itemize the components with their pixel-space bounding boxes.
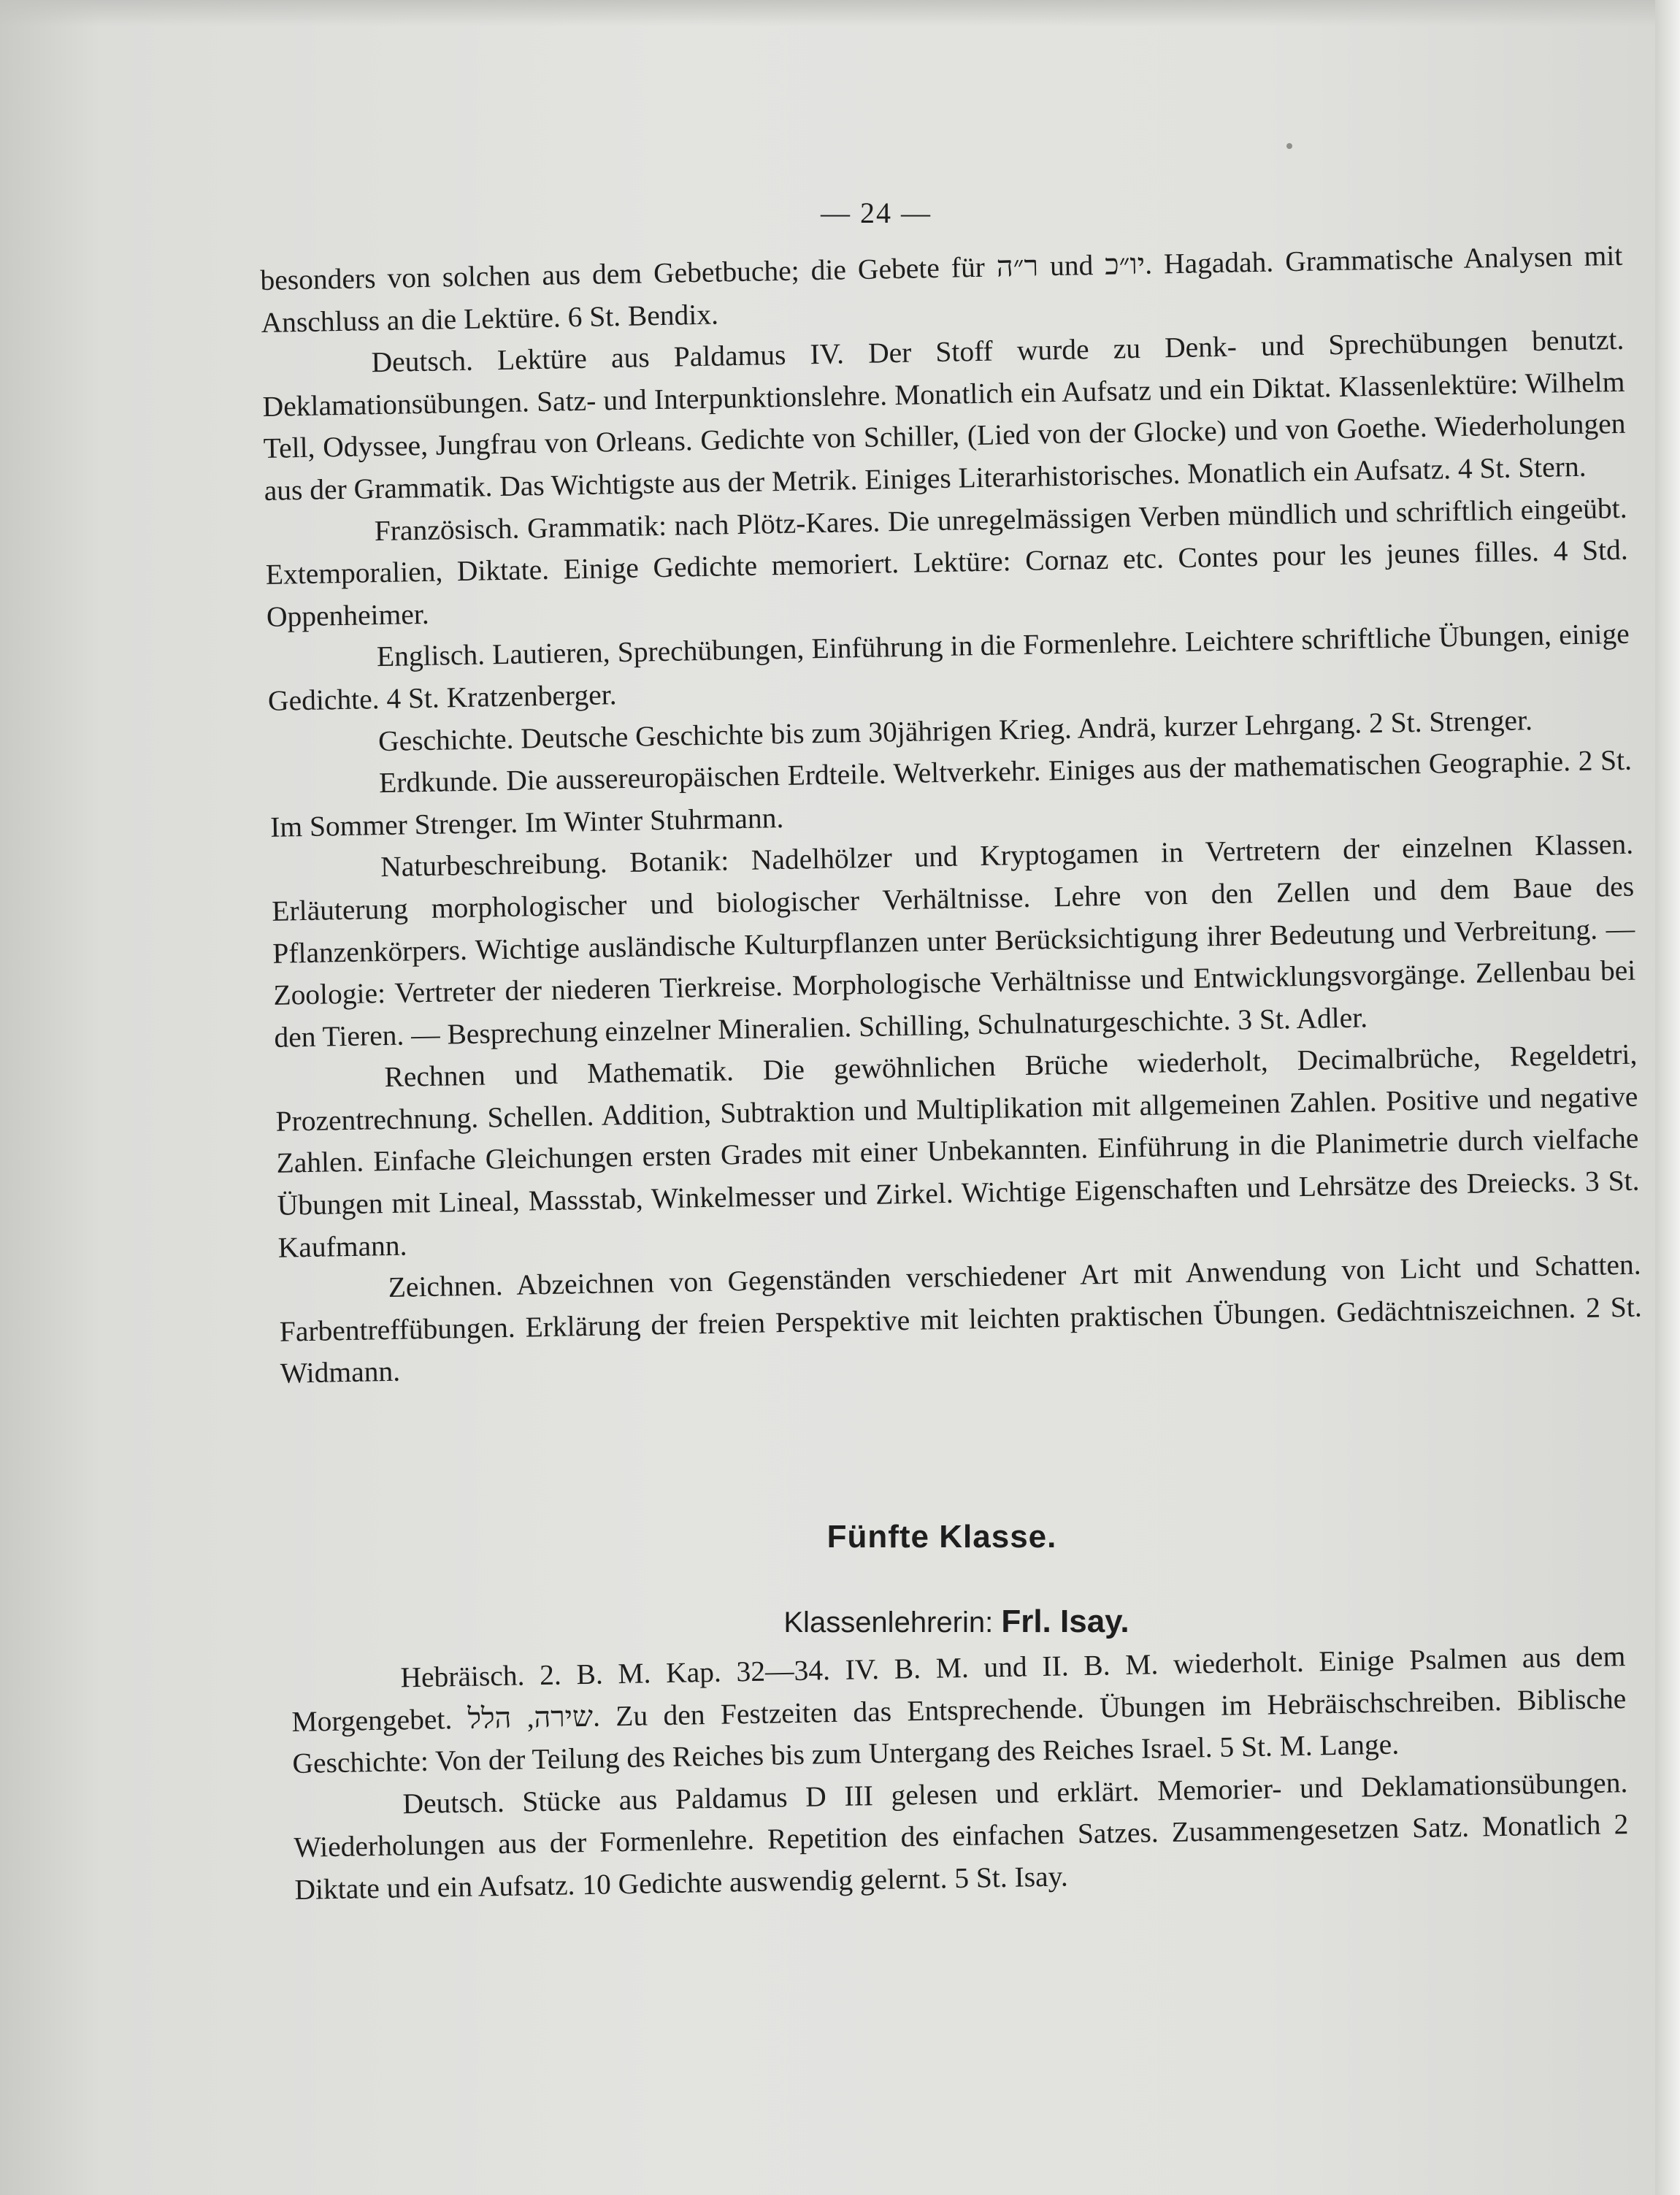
scan-speck — [1286, 143, 1292, 149]
curriculum-text — [260, 235, 1643, 1395]
paragraph-naturbeschreibung: Naturbeschreibung. Botanik: Nadelhölzer und Kryptogamen in Vertretern der einzelnen Klassen. Erläuterung morphologischer und biologischer Verhältnisse. Lehre von den Zellen und dem Baue des Pflanzenkörpers. Wichtige ausländische Kulturpflanzen unter Berücksichtigung ihrer Bedeutung und Verbreitung. — Zoologie: Vertreter der niederen Tierkreise. Morphologische Verhältnisse und Entwicklungsvorgänge. Zellenbau bei den Tieren. — Besprechung einzelner Mineralien. Schilling, Schulnaturgeschichte. 3 St. Adler. — [271, 827, 1636, 1054]
paragraph-deutsch: Deutsch. Lektüre aus Paldamus IV. Der Stoff wurde zu Denk- und Sprechübungen benutzt. Deklamationsübungen. Satz- und Interpunktionslehre. Monatlich ein Aufsatz und ein Diktat. Klassenlektüre: Wilhelm Tell, Odyssee, Jungfrau von Orleans. Gedichte von Schiller, (Lied von der Glocke) und von Goethe. Wiederholungen aus der Grammatik. Das Wichtigste aus der Metrik. Einiges Literarhistorisches. Monatlich ein Aufsatz. 4 St. Stern. — [262, 323, 1626, 507]
paragraph-rechnen-mathematik: Rechnen und Mathematik. Die gewöhnlichen Brüche wiederholt, Decimalbrüche, Regeldetri, Prozentrechnung. Schellen. Addition, Subtraktion und Multiplikation mit allgemeinen Zahlen. Positive und negative Zahlen. Einfache Gleichungen ersten Grades mit einer Unbekannten. Einführung in die Planimetrie durch vielfache Übungen mit Lineal, Massstab, Winkelmesser und Zirkel. Wichtige Eigenschaften und Lehrsätze des Dreiecks. 3 St. Kaufmann. — [275, 1038, 1640, 1264]
paragraph-geschichte: Geschichte. Deutsche Geschichte bis zum 30jährigen Krieg. Andrä, kurzer Lehrgang. 2 St. Strenger. — [377, 703, 1533, 757]
fifth-class-text — [291, 1636, 1630, 1911]
class-teacher-line — [701, 1604, 1212, 1640]
class-teacher-label: Klassenlehrerin: — [783, 1606, 994, 1639]
section-heading: Fünfte Klasse. — [826, 1519, 1057, 1555]
paragraph-zeichnen: Zeichnen. Abzeichnen von Gegenständen verschiedener Art mit Anwendung von Licht und Schatten. Farbentreffübungen. Erklärung der freien Perspektive mit leichten praktischen Übungen. Gedächtniszeichnen. 2 St. Widmann. — [279, 1248, 1642, 1390]
class-teacher-name: Frl. Isay. — [1001, 1604, 1129, 1639]
paragraph-englisch: Englisch. Lautieren, Sprechübungen, Einführung in die Formenlehre. Leichtere schriftliche Übungen, einige Gedichte. 4 St. Kratzenberger. — [267, 618, 1630, 717]
paragraph-deutsch-fifth: Deutsch. Stücke aus Paldamus D III gelesen und erklärt. Memorier- und Deklamationsübungen. Wiederholungen aus der Formenlehre. Repetition des einfachen Satzes. Zusammengesetzen Satz. Monatlich 2 Diktate und ein Aufsatz. 10 Gedichte auswendig gelernt. 5 St. Isay. — [294, 1766, 1629, 1906]
scan-top-shadow — [0, 0, 1680, 26]
scan-right-edge — [1655, 0, 1680, 2195]
paragraph-hebraeisch: Hebräisch. 2. B. M. Kap. 32—34. IV. B. M. und II. B. M. wiederholt. Einige Psalmen aus dem Morgengebet. שירה, הלל. Zu den Festzeiten das Entsprechende. Übungen im Hebräischschreiben. Biblische Geschichte: Von der Teilung des Reiches bis zum Untergang des Reiches Israel. 5 St. M. Lange. — [291, 1640, 1627, 1780]
paragraph-franzoesisch: Französisch. Grammatik: nach Plötz-Kares. Die unregelmässigen Verben mündlich und schriftlich eingeübt. Extemporalien, Diktate. Einige Gedichte memoriert. Lektüre: Cornaz etc. Contes pour les jeunes filles. 4 Std. Oppenheimer. — [265, 491, 1628, 633]
paragraph-hebrew-prayers: besonders von solchen aus dem Gebetbuche; die Gebete für ר״ה und יו״כ. Hagadah. Grammatische Analysen mit Anschluss an die Lektüre. 6 St. Bendix. — [260, 239, 1623, 339]
paragraph-erdkunde: Erdkunde. Die aussereuropäischen Erdteile. Weltverkehr. Einiges aus der mathematischen Geographie. 2 St. Im Sommer Strenger. Im Winter Stuhrmann. — [269, 743, 1633, 843]
page-number: — 24 — — [821, 196, 932, 229]
